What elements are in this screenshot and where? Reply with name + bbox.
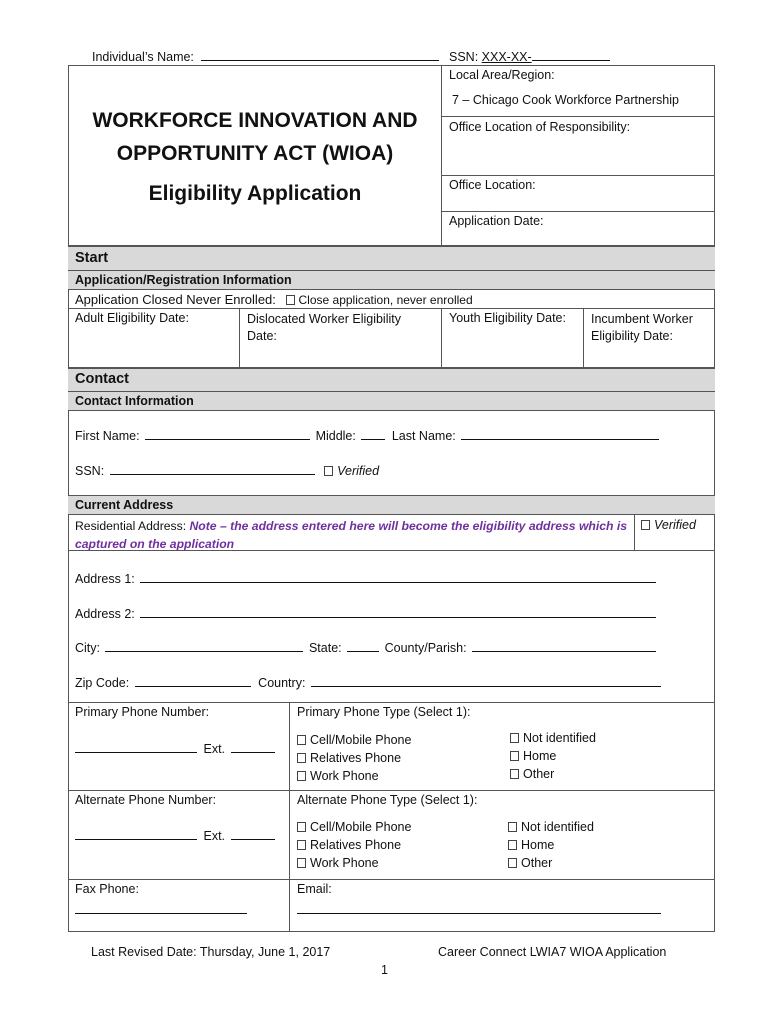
alternate-not-identified-label: Not identified <box>521 820 594 834</box>
alternate-type-options-left <box>297 818 411 872</box>
alternate-phone-row <box>75 827 275 843</box>
middle-name-field[interactable] <box>361 427 385 440</box>
alternate-cell-label: Cell/Mobile Phone <box>310 820 412 834</box>
city-row <box>75 639 656 655</box>
country-field[interactable] <box>311 674 661 687</box>
incumbent-label-line-2: Eligibility Date: <box>591 329 673 343</box>
closed-never-enrolled-row <box>75 292 473 307</box>
local-area-value: 7 – Chicago Cook Workforce Partnership <box>452 93 679 107</box>
alternate-option-not-identified[interactable] <box>508 818 594 836</box>
alternate-not-identified-checkbox[interactable] <box>508 822 517 832</box>
name-row <box>75 427 659 443</box>
ssn-field[interactable] <box>110 462 315 475</box>
ssn-verified-label: Verified <box>337 464 380 478</box>
adult-eligibility-label: Adult Eligibility Date: <box>75 311 189 325</box>
primary-work-label: Work Phone <box>310 769 379 783</box>
individual-name-row <box>92 48 439 64</box>
alternate-phone-field[interactable] <box>75 827 197 840</box>
middle-name-label: Middle: <box>315 429 356 443</box>
email-label: Email: <box>297 882 332 896</box>
city-label: City: <box>75 641 100 655</box>
alternate-phone-type-label: Alternate Phone Type (Select 1): <box>297 793 478 807</box>
local-area-label: Local Area/Region: <box>449 68 555 82</box>
zip-row <box>75 674 661 690</box>
email-field[interactable] <box>297 901 661 914</box>
primary-type-options-right <box>510 729 596 783</box>
address1-row <box>75 570 656 586</box>
ssn-header-label: SSN: <box>449 50 479 64</box>
alternate-other-checkbox[interactable] <box>508 858 517 868</box>
dislocated-eligibility-label <box>247 311 401 345</box>
incumbent-label-line-1: Incumbent Worker <box>591 312 693 326</box>
alternate-option-cell[interactable] <box>297 818 411 836</box>
office-responsibility-label: Office Location of Responsibility: <box>449 120 631 134</box>
contact-header-bar <box>68 368 715 391</box>
contact-section-title: Contact <box>75 371 129 387</box>
address1-label: Address 1: <box>75 572 135 586</box>
primary-phone-row <box>75 740 275 756</box>
primary-option-not-identified[interactable] <box>510 729 596 747</box>
primary-cell-checkbox[interactable] <box>297 735 306 745</box>
footer-app-name: Career Connect LWIA7 WIOA Application <box>438 945 667 959</box>
last-revised-date: Last Revised Date: Thursday, June 1, 2017 <box>91 945 331 959</box>
alternate-home-checkbox[interactable] <box>508 840 517 850</box>
residential-address-label: Residential Address: <box>75 519 187 533</box>
county-label: County/Parish: <box>384 641 467 655</box>
address-verified-row <box>641 518 696 532</box>
ssn-header-value[interactable]: XXX-XX- <box>481 50 532 64</box>
first-name-label: First Name: <box>75 429 140 443</box>
youth-eligibility-label: Youth Eligibility Date: <box>449 311 566 325</box>
close-application-checkbox[interactable] <box>286 295 295 305</box>
primary-work-checkbox[interactable] <box>297 771 306 781</box>
form-subtitle: Eligibility Application <box>148 182 362 205</box>
county-field[interactable] <box>472 639 656 652</box>
alternate-option-other[interactable] <box>508 854 594 872</box>
state-field[interactable] <box>347 639 379 652</box>
incumbent-eligibility-label <box>591 311 693 345</box>
primary-home-checkbox[interactable] <box>510 751 519 761</box>
address-note-line-2: captured on the application <box>75 537 235 551</box>
page-number: 1 <box>381 963 388 977</box>
primary-home-label: Home <box>523 749 557 763</box>
address2-field[interactable] <box>140 605 656 618</box>
alternate-relatives-label: Relatives Phone <box>310 838 402 852</box>
address-verified-checkbox[interactable] <box>641 520 650 530</box>
start-section-title: Start <box>75 250 109 266</box>
address-note-line-1: Note – the address entered here will become the eligibility address which is <box>189 519 628 533</box>
country-label: Country: <box>258 676 306 690</box>
individual-name-label: Individual’s Name: <box>92 50 194 64</box>
alternate-option-relatives[interactable] <box>297 836 411 854</box>
title-line-2: OPPORTUNITY ACT (WIOA) <box>116 142 394 165</box>
primary-relatives-checkbox[interactable] <box>297 753 306 763</box>
alternate-relatives-checkbox[interactable] <box>297 840 306 850</box>
last-name-field[interactable] <box>461 427 659 440</box>
closed-never-enrolled-label: Application Closed Never Enrolled: <box>75 292 276 307</box>
primary-phone-field[interactable] <box>75 740 197 753</box>
title-block-divider <box>441 65 442 246</box>
state-label: State: <box>308 641 342 655</box>
fax-phone-field[interactable] <box>75 901 247 914</box>
office-location-label: Office Location: <box>449 178 536 192</box>
primary-cell-label: Cell/Mobile Phone <box>310 733 412 747</box>
dislocated-label-line-2: Date: <box>247 329 277 343</box>
primary-option-home[interactable] <box>510 747 596 765</box>
ssn-header-field[interactable] <box>532 48 610 61</box>
ssn-verified-checkbox[interactable] <box>324 466 333 476</box>
primary-type-options-left <box>297 731 411 785</box>
primary-other-checkbox[interactable] <box>510 769 519 779</box>
primary-relatives-label: Relatives Phone <box>310 751 402 765</box>
primary-option-cell[interactable] <box>297 731 411 749</box>
primary-not-identified-label: Not identified <box>523 731 596 745</box>
primary-ext-label: Ext. <box>203 742 226 756</box>
city-field[interactable] <box>105 639 303 652</box>
title-line-1: WORKFORCE INNOVATION AND <box>92 109 418 132</box>
residential-address-note <box>75 517 630 553</box>
alternate-home-label: Home <box>521 838 555 852</box>
zip-label: Zip Code: <box>75 676 130 690</box>
application-date-label: Application Date: <box>449 214 544 228</box>
alternate-work-label: Work Phone <box>310 856 379 870</box>
form-title <box>70 104 440 170</box>
alternate-phone-label: Alternate Phone Number: <box>75 793 217 807</box>
first-name-field[interactable] <box>145 427 310 440</box>
primary-ext-field[interactable] <box>231 740 275 753</box>
fax-phone-label: Fax Phone: <box>75 882 139 896</box>
alternate-option-work[interactable] <box>297 854 411 872</box>
primary-not-identified-checkbox[interactable] <box>510 733 519 743</box>
contact-info-title: Contact Information <box>75 394 194 408</box>
alternate-ext-field[interactable] <box>231 827 275 840</box>
primary-phone-type-label: Primary Phone Type (Select 1): <box>297 705 471 719</box>
alternate-work-checkbox[interactable] <box>297 858 306 868</box>
individual-name-field[interactable] <box>201 48 439 61</box>
ssn-header-row <box>449 48 610 64</box>
address-verified-label: Verified <box>654 518 696 532</box>
address2-row <box>75 605 656 621</box>
address1-field[interactable] <box>140 570 656 583</box>
primary-phone-label: Primary Phone Number: <box>75 705 210 719</box>
alternate-type-options-right <box>508 818 594 872</box>
alternate-other-label: Other <box>521 856 553 870</box>
primary-option-relatives[interactable] <box>297 749 411 767</box>
dislocated-label-line-1: Dislocated Worker Eligibility <box>247 312 401 326</box>
alternate-ext-label: Ext. <box>203 829 226 843</box>
start-header-bar <box>68 246 715 270</box>
ssn-row <box>75 462 379 478</box>
primary-option-work[interactable] <box>297 767 411 785</box>
address2-label: Address 2: <box>75 607 135 621</box>
alternate-cell-checkbox[interactable] <box>297 822 306 832</box>
app-reg-title: Application/Registration Information <box>75 273 292 287</box>
last-name-label: Last Name: <box>391 429 456 443</box>
alternate-option-home[interactable] <box>508 836 594 854</box>
zip-field[interactable] <box>135 674 251 687</box>
close-application-option: Close application, never enrolled <box>298 293 473 307</box>
primary-option-other[interactable] <box>510 765 596 783</box>
primary-other-label: Other <box>523 767 555 781</box>
current-address-title: Current Address <box>75 498 174 512</box>
ssn-label: SSN: <box>75 464 105 478</box>
